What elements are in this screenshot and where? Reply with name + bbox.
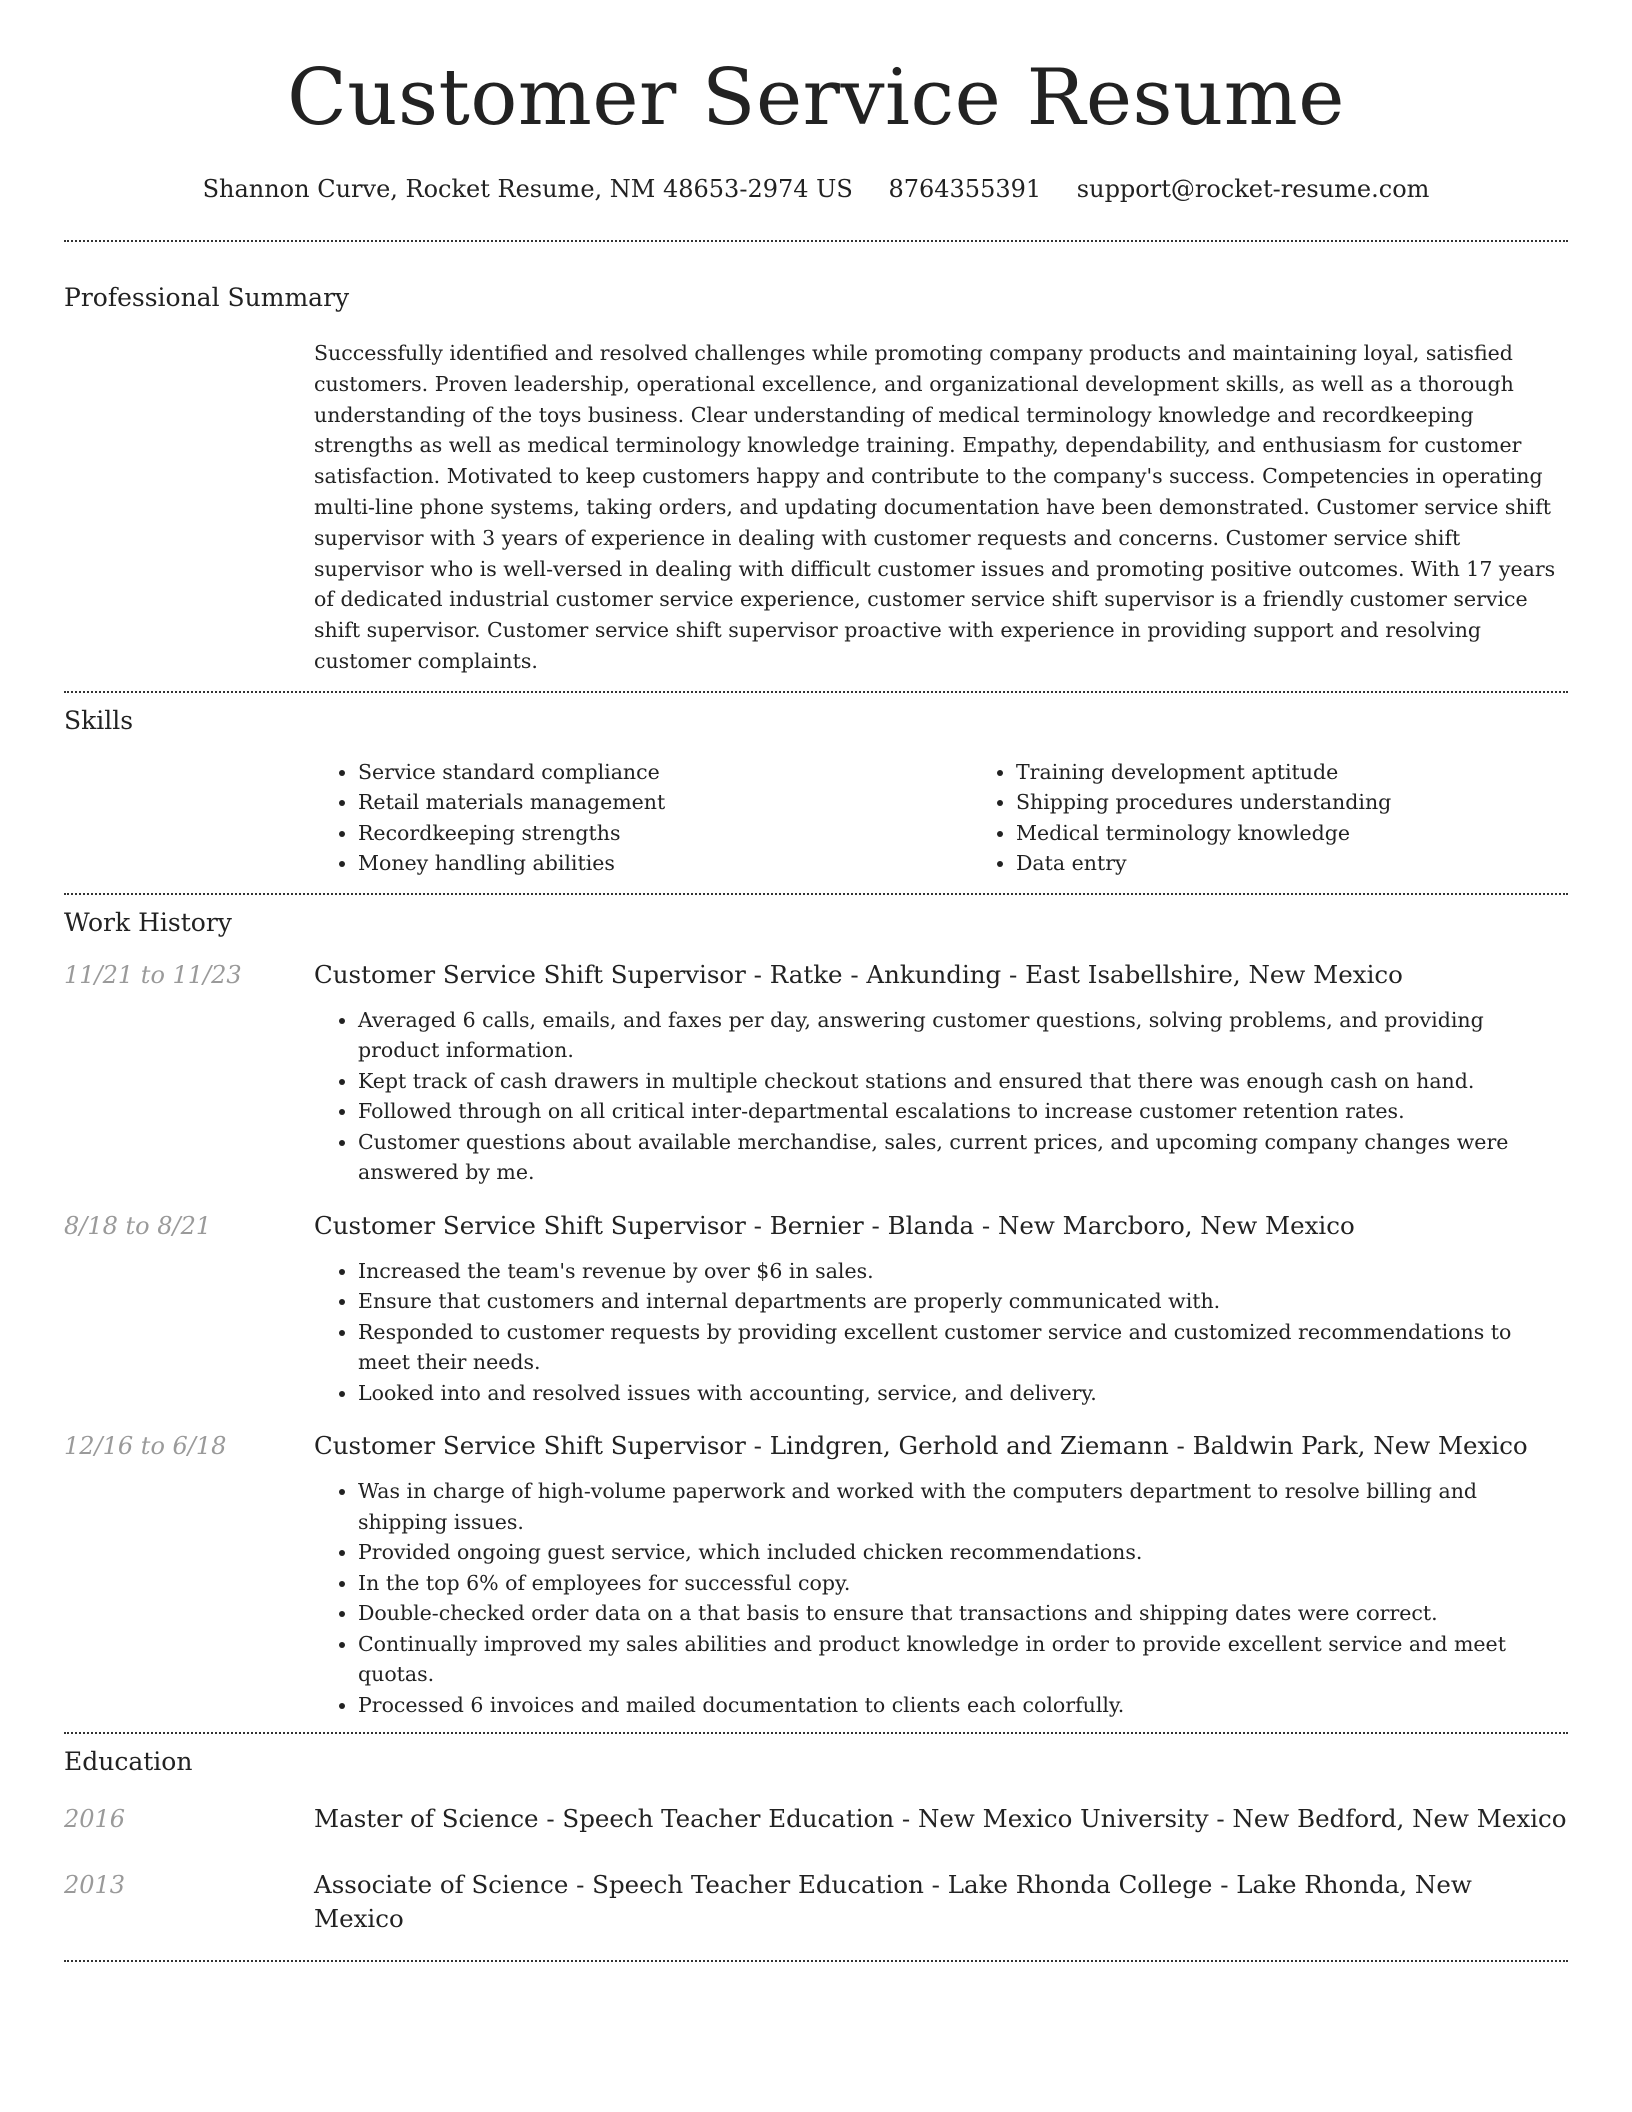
- job-bullet: • In the top 6% of employees for successful copy.: [358, 1568, 1568, 1599]
- divider: [64, 1960, 1568, 1962]
- skills-column-right: [972, 757, 1568, 879]
- job-bullet: • Double-checked order data on a that basis to ensure that transactions and shipping dates were correct.: [358, 1598, 1568, 1629]
- job-dates: 8/18 to 8/21: [64, 1211, 212, 1240]
- job-bullet: • Ensure that customers and internal departments are properly communicated with.: [358, 1286, 1568, 1317]
- work-history-section: [64, 895, 1568, 1733]
- job-bullet: • Followed through on all critical inter-departmental escalations to increase customer retention rates.: [358, 1096, 1568, 1127]
- job-entry: [64, 1430, 1568, 1720]
- job-dates: 12/16 to 6/18: [64, 1432, 227, 1461]
- education-section: [64, 1734, 1568, 1960]
- education-date: 2013: [64, 1871, 126, 1900]
- skills-grid: [314, 757, 1568, 893]
- job-title: Customer Service Shift Supervisor - Bernier - Blanda - New Marcboro, New Mexico: [314, 1210, 1355, 1240]
- work-history-heading: Work History: [64, 907, 232, 937]
- job-bullet: • Customer questions about available merchandise, sales, current prices, and upcoming company changes were answered by me.: [358, 1127, 1568, 1188]
- summary-heading: Professional Summary: [64, 283, 350, 312]
- job-body: [314, 1210, 1568, 1409]
- education-entry: [64, 1802, 1568, 1836]
- skill-item: • Money handling abilities: [358, 848, 972, 879]
- education-heading: Education: [64, 1747, 193, 1777]
- job-entry: [64, 959, 1568, 1188]
- job-title: Customer Service Shift Supervisor - Lindgren, Gerhold and Ziemann - Baldwin Park, New Mexico: [314, 1431, 1528, 1461]
- skills-section: [64, 693, 1568, 893]
- job-bullet: • Continually improved my sales abilities and product knowledge in order to provide excellent service and meet quotas.: [358, 1629, 1568, 1690]
- job-bullet: • Increased the team's revenue by over $6 in sales.: [358, 1256, 1568, 1287]
- education-degree: Associate of Science - Speech Teacher Education - Lake Rhonda College - Lake Rhonda, New Mexico: [314, 1870, 1472, 1934]
- job-bullet: • Processed 6 invoices and mailed documentation to clients each colorfully.: [358, 1690, 1568, 1721]
- education-date: 2016: [64, 1805, 126, 1834]
- job-bullet: • Responded to customer requests by providing excellent customer service and customized recommendations to meet their needs.: [358, 1317, 1568, 1378]
- contact-phone: 8764355391: [888, 175, 1042, 203]
- job-bullet: • Averaged 6 calls, emails, and faxes per day, answering customer questions, solving problems, and providing product information.: [358, 1005, 1568, 1066]
- skills-column-left: [314, 757, 972, 879]
- job-bullets: [314, 1256, 1568, 1409]
- contact-email: support@rocket-resume.com: [1076, 175, 1430, 203]
- job-bullets: [314, 1476, 1568, 1720]
- skill-item: • Recordkeeping strengths: [358, 818, 972, 849]
- job-title: Customer Service Shift Supervisor - Ratke - Ankunding - East Isabellshire, New Mexico: [314, 959, 1403, 989]
- skill-item: • Shipping procedures understanding: [1016, 787, 1568, 818]
- resume-header: [64, 0, 1568, 204]
- summary-section: [64, 242, 1568, 691]
- job-entry: [64, 1210, 1568, 1409]
- job-bullet: • Looked into and resolved issues with accounting, service, and delivery.: [358, 1378, 1568, 1409]
- job-bullet: • Kept track of cash drawers in multiple checkout stations and ensured that there was enough cash on hand.: [358, 1066, 1568, 1097]
- job-bullet: • Provided ongoing guest service, which included chicken recommendations.: [358, 1537, 1568, 1568]
- summary-text: Successfully identified and resolved challenges while promoting company products and maintaining loyal, satisfied customers. Proven leadership, operational excellence, and organizational development skills, as well as a thorough understanding of the toys business. Clear understanding of medical terminology knowledge and recordkeeping strengths as well as medical terminology knowledge training. Empathy, dependability, and enthusiasm for customer satisfaction. Motivated to keep customers happy and contribute to the company's success. Competencies in operating multi-line phone systems, taking orders, and updating documentation have been demonstrated. Customer service shift supervisor with 3 years of experience in dealing with customer requests and concerns. Customer service shift supervisor who is well-versed in dealing with difficult customer issues and promoting positive outcomes. With 17 years of dedicated industrial customer service experience, customer service shift supervisor is a friendly customer service shift supervisor. Customer service shift supervisor proactive with experience in providing support and resolving customer complaints.: [314, 341, 1556, 673]
- job-bullets: [314, 1005, 1568, 1188]
- job-dates: 11/21 to 11/23: [64, 960, 242, 989]
- skill-item: • Medical terminology knowledge: [1016, 818, 1568, 849]
- job-body: [314, 959, 1568, 1188]
- education-degree: Master of Science - Speech Teacher Education - New Mexico University - New Bedford, New Mexico: [314, 1804, 1567, 1834]
- job-body: [314, 1430, 1568, 1720]
- skill-item: • Training development aptitude: [1016, 757, 1568, 788]
- job-bullet: • Was in charge of high-volume paperwork and worked with the computers department to resolve billing and shipping issues.: [358, 1476, 1568, 1537]
- skill-item: • Retail materials management: [358, 787, 972, 818]
- skills-heading: Skills: [64, 705, 134, 735]
- education-entry: [64, 1868, 1568, 1936]
- contact-line: [64, 174, 1568, 204]
- contact-address: Shannon Curve, Rocket Resume, NM 48653-2974 US: [202, 175, 853, 203]
- skill-item: • Data entry: [1016, 848, 1568, 879]
- skill-item: • Service standard compliance: [358, 757, 972, 788]
- resume-title: Customer Service Resume: [287, 53, 1345, 143]
